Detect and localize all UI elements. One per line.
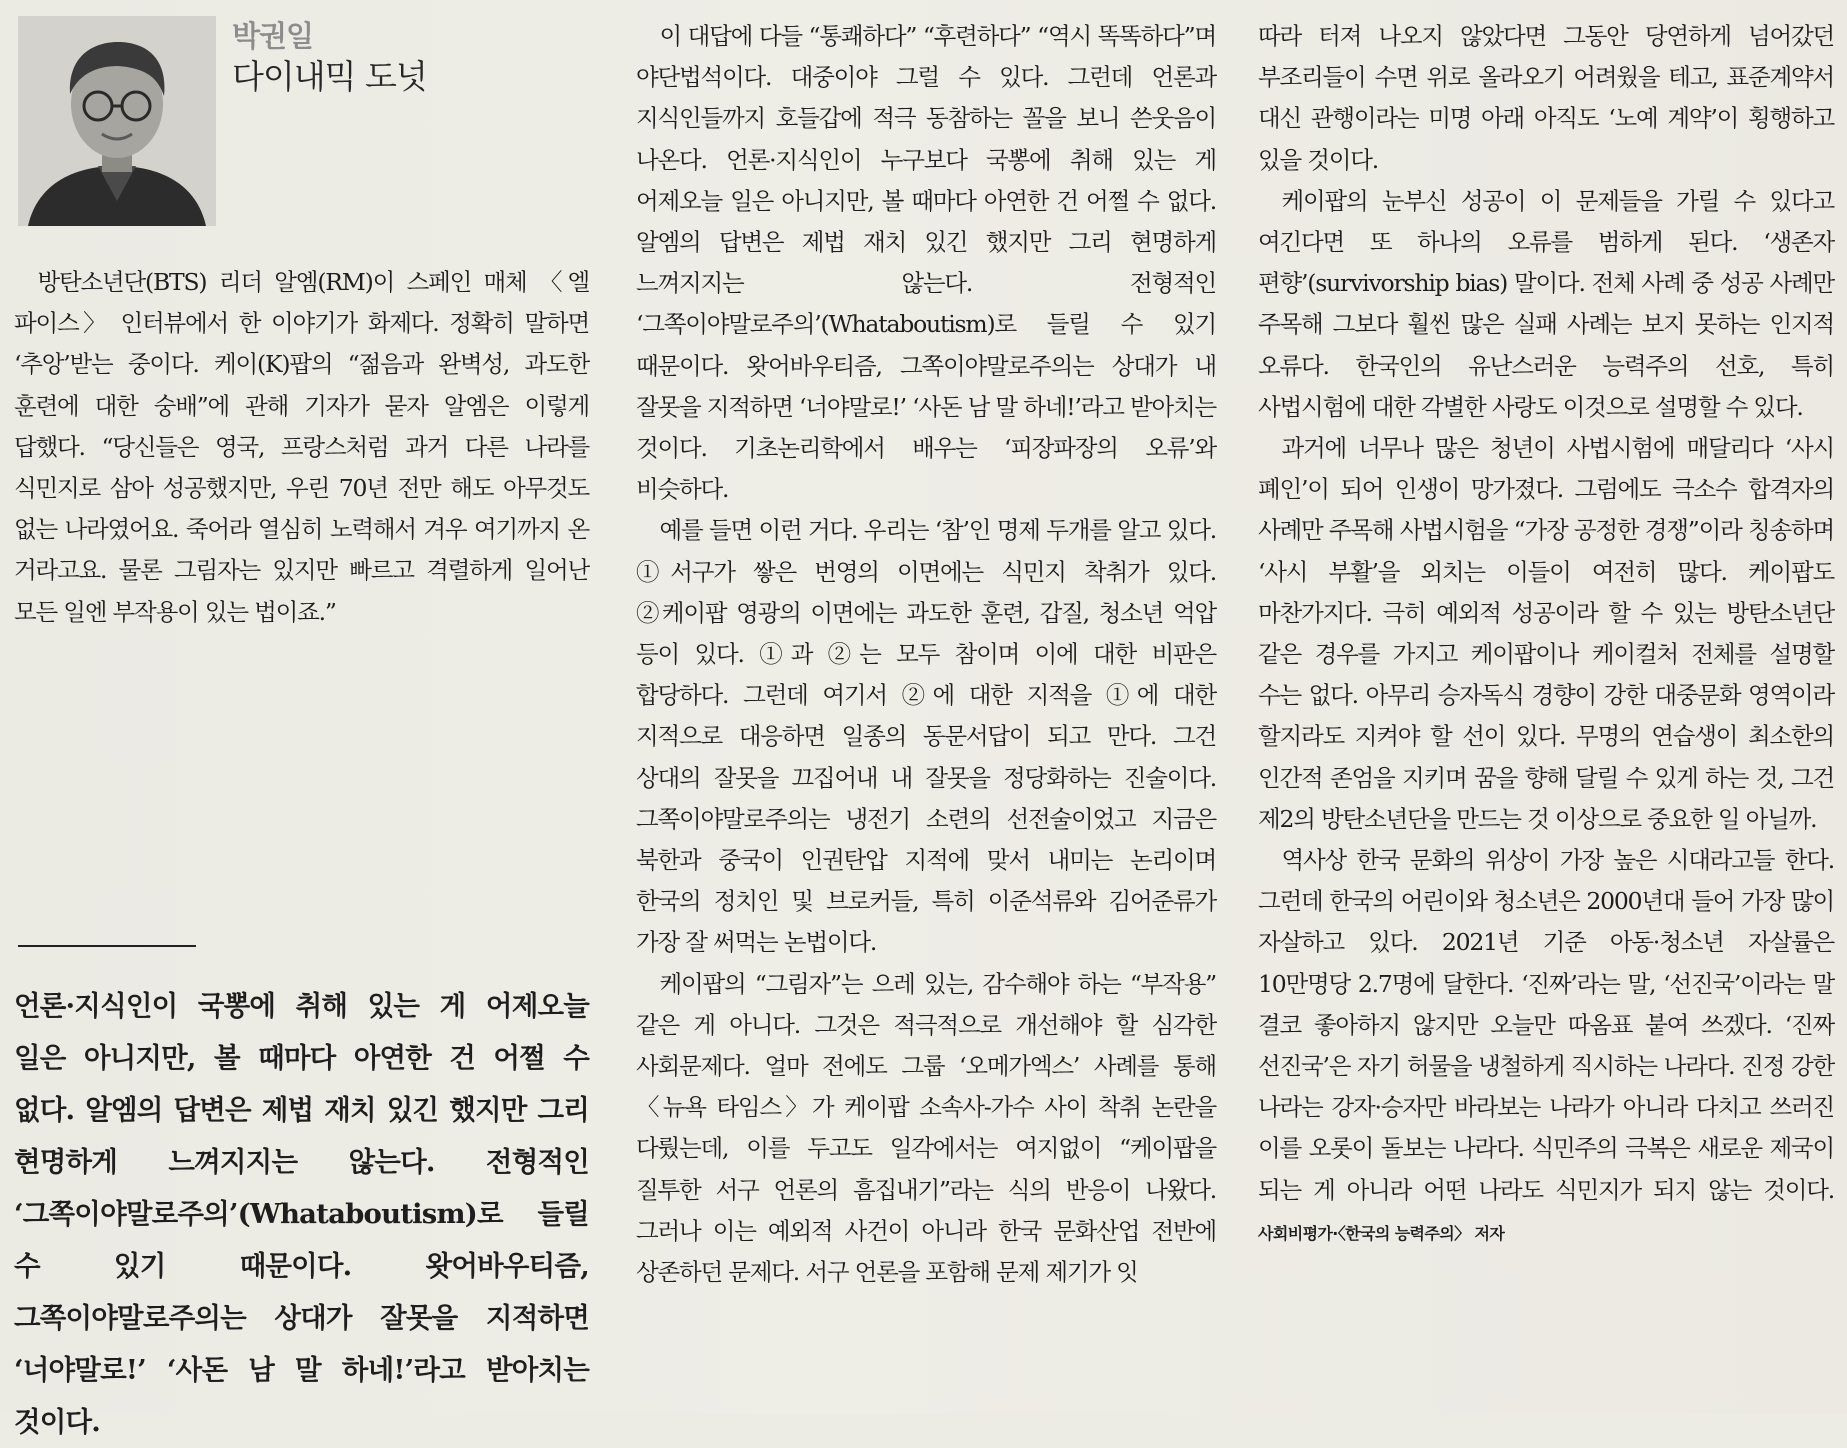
- author-credit: 사회비평가·〈한국의 능력주의〉 저자: [1258, 1223, 1505, 1243]
- byline: [232, 18, 427, 99]
- pull-quote-rule: [18, 945, 196, 947]
- paragraph: 예를 들면 이런 거다. 우리는 ‘참’인 명제 두개를 알고 있다. ①서구가 쌓은 번영의 이면에는 식민지 착취가 있다. ②케이팝 영광의 이면에는 과도한 훈련, 갑질, 청소년 억압 등이 있다. ①과 ②는 모두 참이며 이에 대한 비판은 합당하다. 그런데 여기서 ②에 대한 지적을 ①에 대한 지적으로 대응하면 일종의 동문서답이 되고 만다. 그건 상대의 잘못을 끄집어내 내 잘못을 정당화하는 진술이다. 그쪽이야말로주의는 냉전기 소련의 선전술이었고 지금은 북한과 중국이 인권탄압 지적에 맞서 내미는 논리이며 한국의 정치인 및 브로커들, 특히 이준석류와 김어준류가 가장 잘 써먹는 논법이다.: [636, 516, 1216, 957]
- paragraph: 따라 터져 나오지 않았다면 그동안 당연하게 넘어갔던 부조리들이 수면 위로 올라오기 어려웠을 테고, 표준계약서 대신 관행이라는 미명 아래 아직도 ‘노예 계약’이 횡행하고 있을 것이다.: [1258, 22, 1834, 174]
- paragraph: 이 대답에 다들 “통쾌하다” “후련하다” “역시 똑똑하다”며 야단법석이다. 대중이야 그럴 수 있다. 그런데 언론과 지식인들까지 호들갑에 적극 동참하는 꼴을 보니 쓴웃음이 나온다. 언론·지식인이 누구보다 국뽕에 취해 있는 게 어제오늘 일은 아니지만, 볼 때마다 아연한 건 어쩔 수 없다. 알엠의 답변은 제법 재치 있긴 했지만 그리 현명하게 느껴지지는 않는다. 전형적인 ‘그쪽이야말로주의’(Whataboutism)로 들릴 수 있기 때문이다. 왓어바우티즘, 그쪽이야말로주의는 상대가 내 잘못을 지적하면 ‘너야말로!’ ‘사돈 남 말 하네!’라고 받아치는 것이다. 기초논리학에서 배우는 ‘피장파장의 오류’와 비슷하다.: [636, 22, 1216, 504]
- paragraph-text: 역사상 한국 문화의 위상이 가장 높은 시대라고들 한다. 그런데 한국의 어린이와 청소년은 2000년대 들어 가장 많이 자살하고 있다. 2021년 기준 아동·청소년 자살률은 10만명당 2.7명에 달한다. ‘진짜’라는 말, ‘선진국’이라는 말 결코 좋아하지 않지만 오늘만 따옴표 붙여 쓰겠다. ‘진짜 선진국’은 자기 허물을 냉철하게 직시하는 나라다. 진정 강한 나라는 강자·승자만 바라보는 나라가 아니라 다치고 쓰러진 이를 오롯이 돌보는 나라다. 식민주의 극복은 새로운 제국이 되는 게 아니라 어떤 나라도 식민지가 되지 않는 것이다.: [1258, 846, 1834, 1204]
- author-photo-image: [18, 16, 216, 226]
- paragraph: 케이팝의 눈부신 성공이 이 문제들을 가릴 수 있다고 여긴다면 또 하나의 오류를 범하게 된다. ‘생존자 편향’(survivorship bias) 말이다. 전체 사례 중 성공 사례만 주목해 그보다 훨씬 많은 실패 사례는 보지 못하는 인지적 오류다. 한국인의 유난스러운 능력주의 선호, 특히 사법시험에 대한 각별한 사랑도 이것으로 설명할 수 있다.: [1258, 186, 1834, 421]
- paragraph: 과거에 너무나 많은 청년이 사법시험에 매달리다 ‘사시 폐인’이 되어 인생이 망가졌다. 그럼에도 극소수 합격자의 사례만 주목해 사법시험을 “가장 공정한 경쟁”이라 칭송하며 ‘사시 부활’을 외치는 이들이 여전히 많다. 케이팝도 마찬가지다. 극히 예외적 성공이라 할 수 있는 방탄소년단 같은 경우를 가지고 케이팝이나 케이컬처 전체를 설명할 수는 없다. 아무리 승자독식 경향이 강한 대중문화 영역이라 할지라도 지켜야 할 선이 있다. 무명의 연습생이 최소한의 인간적 존엄을 지키며 꿈을 향해 달릴 수 있게 하는 것, 그건 제2의 방탄소년단을 만드는 것 이상으로 중요한 일 아닐까.: [1258, 434, 1834, 833]
- author-name: 박권일: [232, 19, 314, 53]
- article-column-3: [1258, 16, 1834, 1254]
- paragraph: [1258, 840, 1834, 1254]
- paragraph: 케이팝의 “그림자”는 으레 있는, 감수해야 하는 “부작용” 같은 게 아니다. 그것은 적극적으로 개선해야 할 심각한 사회문제다. 얼마 전에도 그룹 ‘오메가엑스’ 사례를 통해 〈뉴욕 타임스〉가 케이팝 소속사-가수 사이 착취 논란을 다뤘는데, 이를 두고도 일각에서는 여지없이 “케이팝을 질투한 서구 언론의 흠집내기”라는 식의 반응이 나왔다. 그러나 이는 예외적 사건이 아니라 한국 문화산업 전반에 상존하던 문제다. 서구 언론을 포함해 문제 제기가 잇: [636, 969, 1216, 1287]
- article-column-1: [14, 262, 589, 633]
- article-column-2: [636, 16, 1216, 1293]
- pull-quote: 언론·지식인이 국뽕에 취해 있는 게 어제오늘 일은 아니지만, 볼 때마다 아연한 건 어쩔 수 없다. 알엠의 답변은 제법 재치 있긴 했지만 그리 현명하게 느껴지지는 않는다. 전형적인 ‘그쪽이야말로주의’(Whataboutism)로 들릴 수 있기 때문이다. 왓어바우티즘, 그쪽이야말로주의는 상대가 잘못을 지적하면 ‘너야말로!’ ‘사돈 남 말 하네!’라고 받아치는 것이다.: [14, 990, 589, 1438]
- paragraph: 방탄소년단(BTS) 리더 알엠(RM)이 스페인 매체 〈엘 파이스〉 인터뷰에서 한 이야기가 화제다. 정확히 말하면 ‘추앙’받는 중이다. 케이(K)팝의 “젊음과 완벽성, 과도한 훈련에 대한 숭배”에 관해 기자가 묻자 알엠은 이렇게 답했다. “당신들은 영국, 프랑스처럼 과거 다른 나라를 식민지로 삼아 성공했지만, 우린 70년 전만 해도 아무것도 없는 나라였어요. 죽어라 열심히 노력해서 겨우 여기까지 온 거라고요. 물론 그림자는 있지만 빠르고 격렬하게 일어난 모든 일엔 부작용이 있는 법이죠.”: [14, 268, 589, 626]
- column-title: 다이내믹 도넛: [232, 56, 427, 96]
- author-photo: [18, 16, 216, 226]
